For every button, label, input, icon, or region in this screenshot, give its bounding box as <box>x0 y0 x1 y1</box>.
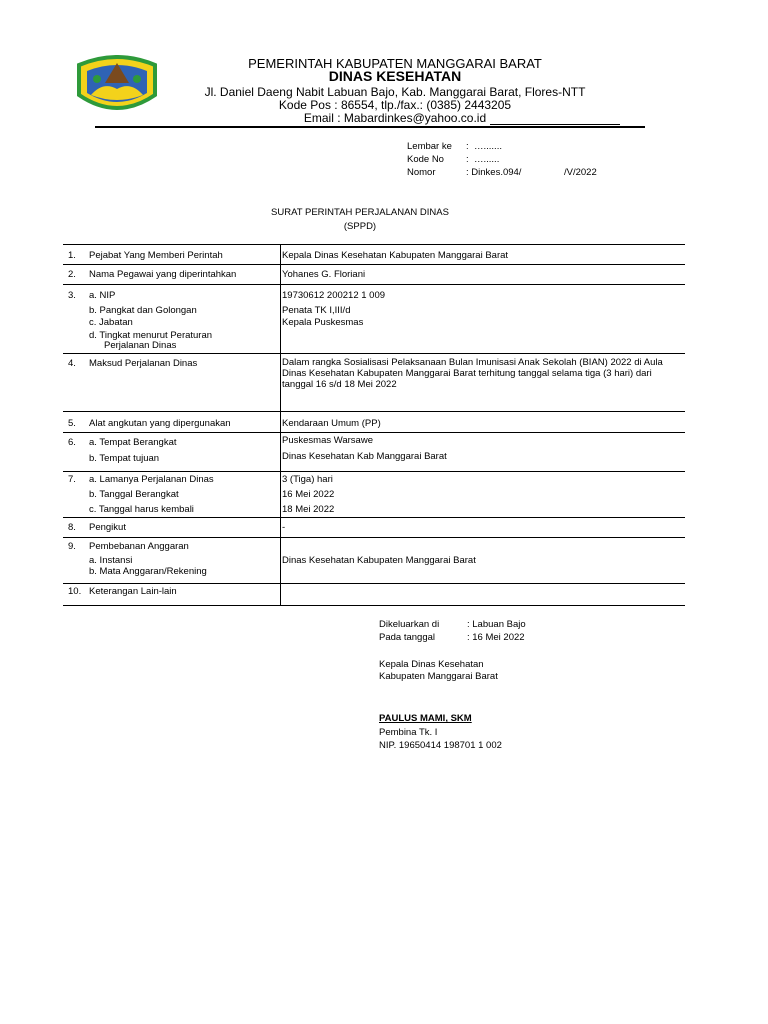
column-divider <box>280 244 281 606</box>
header-rule-short <box>490 124 620 125</box>
meta-number-prefix: : Dinkes.094/ <box>466 167 522 178</box>
row-value: Kepala Puskesmas <box>282 317 364 328</box>
row-label: Alat angkutan yang dipergunakan <box>89 418 231 429</box>
row-value: 3 (Tiga) hari <box>282 474 333 485</box>
row-label: Pejabat Yang Memberi Perintah <box>89 250 223 261</box>
meta-label: Lembar ke <box>407 141 452 152</box>
row-label: a. Instansi <box>89 555 133 566</box>
header-agency: DINAS KESEHATAN <box>328 68 462 84</box>
row-label: b. Tanggal Berangkat <box>89 489 179 500</box>
row-label: Keterangan Lain-lain <box>89 586 177 597</box>
row-number: 3. <box>68 290 76 301</box>
row-number: 10. <box>68 586 82 597</box>
meta-label: Nomor <box>407 167 436 178</box>
row-value: Kepala Dinas Kesehatan Kabupaten Manggarai Barat <box>282 250 509 261</box>
row-number: 2. <box>68 269 76 280</box>
row-number: 8. <box>68 522 76 533</box>
row-value: 16 Mei 2022 <box>282 489 335 500</box>
meta-label: Kode No <box>407 154 444 165</box>
row-border <box>63 583 685 584</box>
row-number: 7. <box>68 474 76 485</box>
header-rule <box>95 126 645 128</box>
date-label: Pada tanggal <box>379 632 435 643</box>
row-label: c. Tanggal harus kembali <box>89 504 194 515</box>
issued-value: : Labuan Bajo <box>467 619 526 630</box>
row-label: Pembebanan Anggaran <box>89 541 189 552</box>
row-label: Maksud Perjalanan Dinas <box>89 358 198 369</box>
meta-number-suffix: /V/2022 <box>564 167 597 178</box>
header-address: Jl. Daniel Daeng Nabit Labuan Bajo, Kab. Manggarai Barat, Flores-NTT <box>204 85 586 99</box>
row-label: Pengikut <box>89 522 126 533</box>
signatory-office-region: Kabupaten Manggarai Barat <box>379 671 498 682</box>
document-subtitle: (SPPD) <box>343 221 377 232</box>
row-value: Yohanes G. Floriani <box>282 269 366 280</box>
row-label: a. Tempat Berangkat <box>89 437 177 448</box>
row-label: c. Jabatan <box>89 317 133 328</box>
row-number: 1. <box>68 250 76 261</box>
document-title: SURAT PERINTAH PERJALANAN DINAS <box>271 207 449 218</box>
row-label: d. Tingkat menurut Peraturan <box>89 330 213 341</box>
row-border <box>63 353 685 354</box>
row-border <box>63 244 685 245</box>
row-value: Dinas Kesehatan Kab Manggarai Barat <box>282 451 447 462</box>
row-number: 4. <box>68 358 76 369</box>
regency-emblem-icon <box>75 55 159 117</box>
row-value: Puskesmas Warsawe <box>282 435 373 446</box>
date-value: : 16 Mei 2022 <box>467 632 525 643</box>
row-label: b. Tempat tujuan <box>89 453 160 464</box>
row-border <box>63 411 685 412</box>
signatory-rank: Pembina Tk. I <box>379 727 438 738</box>
signatory-nip: NIP. 19650414 198701 1 002 <box>379 740 502 751</box>
row-number: 5. <box>68 418 76 429</box>
meta-colon: : <box>466 141 469 152</box>
meta-value: …....... <box>474 141 502 152</box>
row-value: Dinas Kesehatan Kabupaten Manggarai Barat <box>282 555 476 566</box>
header-phone: Kode Pos : 86554, tlp./fax.: (0385) 2443205 <box>278 98 512 112</box>
issued-label: Dikeluarkan di <box>379 619 440 630</box>
row-border <box>63 517 685 518</box>
sppd-table <box>63 244 685 606</box>
header-government: PEMERINTAH KABUPATEN MANGGARAI BARAT <box>248 56 542 71</box>
row-label: Perjalanan Dinas <box>104 340 177 351</box>
row-label: a. Lamanya Perjalanan Dinas <box>89 474 214 485</box>
row-value: Kendaraan Umum (PP) <box>282 418 381 429</box>
row-value: - <box>282 522 286 533</box>
row-border <box>63 432 685 433</box>
row-border <box>63 264 685 265</box>
signatory-name: PAULUS MAMI, SKM <box>379 713 472 724</box>
row-label: b. Pangkat dan Golongan <box>89 305 197 316</box>
header-email: Email : Mabardinkes@yahoo.co.id <box>303 111 487 125</box>
row-number: 9. <box>68 541 76 552</box>
row-label: Nama Pegawai yang diperintahkan <box>89 269 237 280</box>
row-value: 19730612 200212 1 009 <box>282 290 386 301</box>
row-label: a. NIP <box>89 290 116 301</box>
meta-colon: : <box>466 154 469 165</box>
signatory-office: Kepala Dinas Kesehatan <box>379 659 484 670</box>
row-border <box>63 605 685 606</box>
meta-value: …...... <box>474 154 500 165</box>
row-label: b. Mata Anggaran/Rekening <box>89 566 207 577</box>
row-number: 6. <box>68 437 76 448</box>
row-border <box>63 471 685 472</box>
row-value: Dalam rangka Sosialisasi Pelaksanaan Bulan Imunisasi Anak Sekolah (BIAN) 2022 di Aula Dinas Kesehatan Kabupaten Manggarai Barat terhitung tanggal selama tiga (3 hari) dari tanggal 16 s/d 18 Mei 2022 <box>282 357 663 390</box>
row-border <box>63 537 685 538</box>
row-value: 18 Mei 2022 <box>282 504 335 515</box>
row-value: Penata TK I,III/d <box>282 305 351 316</box>
row-border <box>63 284 685 285</box>
